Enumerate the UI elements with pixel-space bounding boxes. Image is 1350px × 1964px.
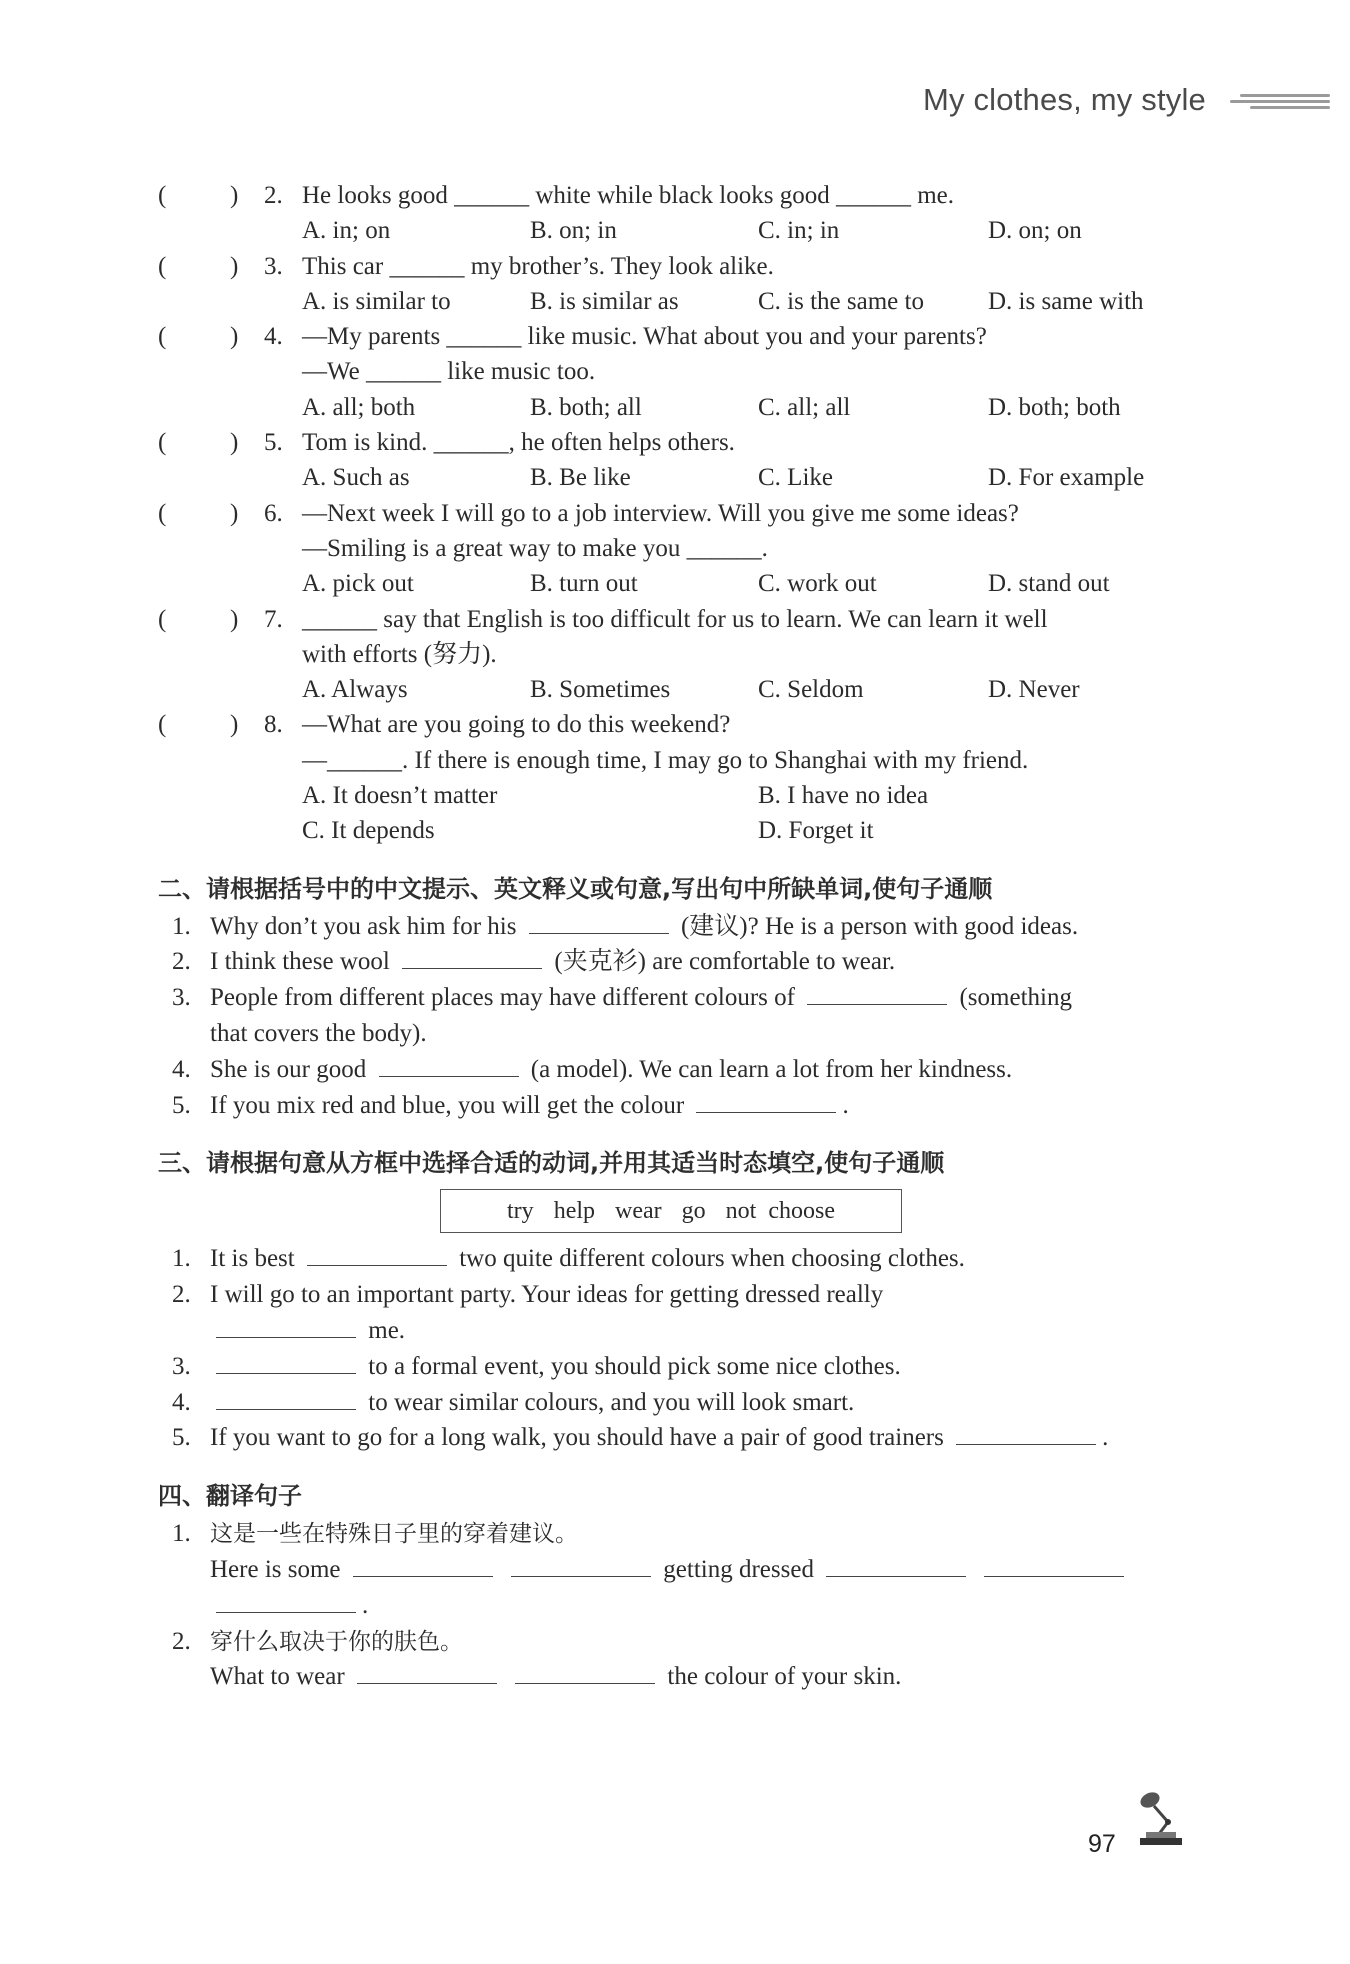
item-line [158,1385,1198,1421]
exercise-content [158,178,1198,1695]
answer-blank[interactable] [216,1336,356,1338]
page-header [0,78,1350,128]
answer-blank[interactable] [216,1408,356,1410]
item-text [210,1016,427,1051]
item-number: 1. [172,912,191,940]
question-number: 2. [264,182,283,209]
text-segment: (something [953,984,1072,1012]
item-text [210,944,895,979]
item-number: 4. [172,1055,191,1083]
question-number: 3. [264,252,283,280]
answer-option[interactable]: D. Never [988,676,1080,704]
options-row [158,460,1198,495]
text-segment: the colour of your skin. [661,1663,902,1691]
question-line [158,531,1198,566]
answer-option[interactable]: A. Such as [302,464,410,492]
item-text [210,1588,368,1623]
question-text: with efforts (努力). [302,640,497,668]
answer-blank[interactable] [807,1003,947,1005]
text-segment: It is best [210,1245,301,1273]
item-line [158,1241,1198,1277]
item-line [158,909,1198,945]
answer-blank[interactable] [216,1372,356,1374]
answer-option[interactable]: B. both; all [530,393,642,421]
text-segment: What to wear [210,1663,351,1691]
question-line [158,425,1198,460]
text-segment: 这是一些在特殊日子里的穿着建议。 [210,1521,578,1548]
answer-option[interactable]: A. is similar to [302,287,451,315]
item-text [210,1052,1012,1087]
question-line [158,249,1198,284]
item-text [210,1088,849,1123]
question-text: —We ______ like music too. [302,358,596,386]
options-row [158,390,1198,425]
text-segment: (建议)? He is a person with good ideas. [674,912,1079,940]
answer-option[interactable]: D. both; both [988,393,1121,421]
text-segment: (夹克衫) are comfortable to wear. [548,948,896,976]
text-segment: She is our good [210,1055,373,1083]
answer-option[interactable]: B. I have no idea [758,782,929,810]
answer-option[interactable]: B. is similar as [530,287,679,315]
options-row [158,566,1198,601]
answer-option[interactable]: A. Always [302,676,408,704]
item-line [158,1624,1198,1660]
answer-option[interactable]: B. Be like [530,464,631,492]
text-segment: (a model). We can learn a lot from her kindness. [524,1055,1013,1083]
item-text [210,1313,405,1348]
text-segment: 穿什么取决于你的肤色。 [210,1628,463,1655]
item-line [158,1277,1198,1313]
answer-option[interactable]: B. on; in [530,217,617,245]
answer-option[interactable]: D. on; on [988,217,1082,245]
answer-blank[interactable] [515,1682,655,1684]
item-line [158,1052,1198,1088]
question-text: —______. If there is enough time, I may go to Shanghai with my friend. [302,746,1029,774]
desk-lamp-icon [1128,1788,1190,1850]
section-title-2: 二、请根据括号中的中文提示、英文释义或句意,写出句中所缺单词,使句子通顺 [158,874,993,903]
options-row [158,778,1198,813]
item-number: 2. [172,948,191,976]
answer-blank[interactable] [307,1264,447,1266]
answer-option[interactable]: C. Seldom [758,676,864,704]
question-text: This car ______ my brother’s. They look alike. [302,252,774,280]
item-line [158,1516,1198,1552]
question-text: —Next week I will go to a job interview. Will you give me some ideas? [302,499,1019,527]
word-bank-item: go [681,1198,706,1225]
options-row [158,213,1198,248]
bracket-open: ( [158,182,167,209]
word-bank-item: wear [615,1198,662,1225]
answer-blank[interactable] [696,1111,836,1113]
answer-option[interactable]: C. It depends [302,817,435,845]
question-line [158,707,1198,742]
answer-option[interactable]: C. all; all [758,393,851,421]
answer-option[interactable]: D. Forget it [758,817,874,845]
question-line [158,354,1198,389]
item-number: 2. [172,1627,191,1655]
question-line [158,319,1198,354]
text-segment: If you mix red and blue, you will get the colour [210,1091,691,1119]
question-number: 7. [264,605,283,633]
section-title-3: 三、请根据句意从方框中选择合适的动词,并用其适当时态填空,使句子通顺 [158,1149,945,1178]
item-number: 3. [172,984,191,1012]
section-gap [158,1456,1198,1476]
item-number: 5. [172,1424,191,1452]
item-text [210,1420,1108,1455]
question-text: Tom is kind. ______, he often helps others. [302,429,735,457]
question-number: 4. [264,323,283,351]
bracket-open: ( [158,605,167,633]
chapter-title: My clothes, my style [922,82,1206,117]
question-line [158,743,1198,778]
question-line [158,496,1198,531]
text-segment: . [362,1591,369,1619]
item-text [210,1624,463,1660]
text-segment: Why don’t you ask him for his [210,912,523,940]
question-number: 5. [264,429,283,457]
answer-blank[interactable] [529,932,669,934]
item-text [210,1516,578,1552]
answer-blank[interactable] [353,1575,493,1577]
item-line [158,1552,1198,1588]
bracket-close: ) [230,252,239,280]
section-title-4: 四、翻译句子 [158,1482,302,1511]
text-segment: I think these wool [210,948,397,976]
answer-option[interactable]: B. turn out [530,570,638,598]
section-gap [158,849,1198,869]
item-number: 4. [172,1388,191,1416]
bracket-open: ( [158,499,167,527]
text-segment: If you want to go for a long walk, you should have a pair of good trainers [210,1424,951,1452]
item-text [210,980,1072,1015]
answer-option[interactable]: A. in; on [302,217,391,245]
item-line [158,980,1198,1016]
answer-blank[interactable] [511,1575,651,1577]
bracket-close: ) [230,605,239,633]
section-gap [158,1123,1198,1143]
answer-option[interactable]: C. is the same to [758,287,924,315]
word-bank-item: help [553,1198,596,1225]
text-segment: that covers the body). [210,1020,427,1048]
item-number: 1. [172,1520,191,1548]
answer-option[interactable]: C. in; in [758,217,840,245]
answer-option[interactable]: D. stand out [988,570,1110,598]
item-text [210,1385,854,1420]
item-line [158,1588,1198,1624]
question-line [158,602,1198,637]
item-number: 1. [172,1245,191,1273]
answer-blank[interactable] [402,967,542,969]
page-number: 97 [1088,1830,1116,1858]
answer-blank[interactable] [216,1611,356,1613]
bracket-close: ) [230,499,239,527]
item-line [158,944,1198,980]
text-segment: . [1102,1424,1109,1452]
text-segment [499,1556,505,1583]
options-row [158,284,1198,319]
answer-option[interactable]: C. Like [758,464,833,492]
word-box-wrap [158,1183,1198,1241]
text-segment [503,1663,509,1690]
item-number: 3. [172,1352,191,1380]
item-number: 5. [172,1091,191,1119]
answer-option[interactable]: A. pick out [302,570,414,598]
answer-option[interactable]: B. Sometimes [530,676,671,704]
item-line [158,1420,1198,1456]
bracket-open: ( [158,252,167,280]
item-line [158,1349,1198,1385]
answer-blank[interactable] [826,1575,966,1577]
item-text [210,1349,901,1384]
answer-blank[interactable] [984,1575,1124,1577]
text-segment: People from different places may have different colours of [210,984,802,1012]
answer-blank[interactable] [357,1682,497,1684]
item-line [158,1659,1198,1695]
word-bank-box [440,1189,902,1233]
item-line [158,1088,1198,1124]
text-segment: getting dressed [657,1556,821,1583]
word-bank-item: try [507,1198,534,1225]
item-text [210,1241,965,1276]
question-text: ______ say that English is too difficult for us to learn. We can learn it well [302,605,1048,633]
bracket-close: ) [230,711,239,739]
answer-option[interactable]: D. For example [988,464,1145,492]
text-segment [972,1556,978,1583]
question-text: —My parents ______ like music. What about you and your parents? [302,323,987,351]
item-number: 2. [172,1281,191,1309]
answer-option[interactable]: C. work out [758,570,877,598]
bracket-close: ) [230,429,239,457]
question-number: 8. [264,711,283,739]
text-segment: to wear similar colours, and you will look smart. [362,1388,855,1416]
item-text [210,909,1078,944]
answer-blank[interactable] [379,1075,519,1077]
question-number: 6. [264,499,283,527]
item-text [210,1659,901,1694]
bracket-open: ( [158,429,167,457]
options-row [158,813,1198,848]
header-decoration [1220,92,1330,112]
bracket-close: ) [230,323,239,351]
question-text: —Smiling is a great way to make you ______. [302,534,768,562]
answer-option[interactable]: A. all; both [302,393,416,421]
bracket-close: ) [230,182,239,209]
answer-option[interactable]: D. is same with [988,287,1144,315]
text-segment: . [842,1091,849,1119]
word-bank-item: not choose [725,1198,835,1225]
question-line [158,637,1198,672]
text-segment: to a formal event, you should pick some nice clothes. [362,1352,901,1380]
question-text: He looks good ______ white while black looks good ______ me. [302,182,955,209]
item-text [210,1552,1130,1587]
item-line [158,1313,1198,1349]
text-segment: Here is some [210,1556,347,1583]
question-text: —What are you going to do this weekend? [302,711,731,739]
text-segment: me. [362,1317,406,1345]
text-segment: two quite different colours when choosing clothes. [452,1245,965,1273]
answer-option[interactable]: A. It doesn’t matter [302,782,498,810]
question-line [158,178,1198,213]
answer-blank[interactable] [956,1443,1096,1445]
item-text [210,1277,883,1312]
item-line [158,1016,1198,1052]
text-segment: I will go to an important party. Your ideas for getting dressed really [210,1281,884,1309]
options-row [158,672,1198,707]
bracket-open: ( [158,711,167,739]
bracket-open: ( [158,323,167,351]
